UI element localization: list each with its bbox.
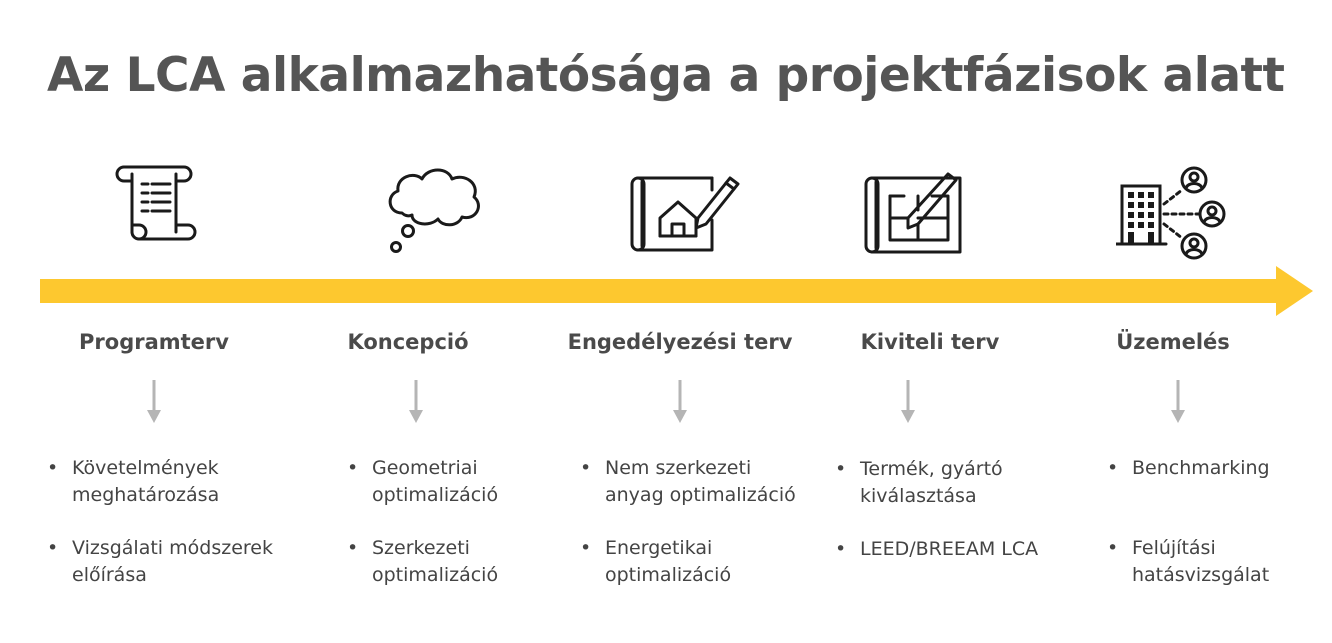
phase-title-programterv: Programterv	[79, 330, 229, 354]
down-arrow-icon	[1170, 380, 1186, 424]
list-item: • Energetikai optimalizáció	[580, 535, 815, 589]
phase-title-uzemeles: Üzemelés	[1116, 330, 1230, 354]
building-users-icon	[1116, 164, 1231, 264]
down-arrow-icon	[900, 380, 916, 424]
list-item: • Felújítási hatásvizsgálat	[1107, 535, 1332, 589]
list-item: • Követelmények meghatározása	[47, 455, 282, 509]
down-arrow-icon	[408, 380, 424, 424]
scroll-document-icon	[110, 160, 200, 250]
list-item: • Termék, gyártó kiválasztása	[835, 456, 1070, 510]
list-item: • Szerkezeti optimalizáció	[347, 535, 582, 589]
timeline-arrow	[40, 266, 1315, 316]
page-title: Az LCA alkalmazhatósága a projektfázisok alatt	[47, 48, 1285, 103]
down-arrow-icon	[672, 380, 688, 424]
phase-title-engedelyezesi-terv: Engedélyezési terv	[567, 330, 793, 354]
blueprint-floorplan-pencil-icon	[862, 168, 967, 258]
blueprint-house-pencil-icon	[628, 170, 743, 255]
list-item: • LEED/BREEAM LCA	[835, 536, 1070, 563]
phase-title-kiviteli-terv: Kiviteli terv	[860, 330, 1000, 354]
list-item: • Vizsgálati módszerek előírása	[47, 535, 282, 589]
phase-title-koncepcio: Koncepció	[347, 330, 469, 354]
list-item: • Nem szerkezeti anyag optimalizáció	[580, 455, 815, 509]
thought-cloud-icon	[382, 165, 487, 260]
down-arrow-icon	[146, 380, 162, 424]
list-item: • Benchmarking	[1107, 455, 1332, 482]
list-item: • Geometriai optimalizáció	[347, 455, 582, 509]
